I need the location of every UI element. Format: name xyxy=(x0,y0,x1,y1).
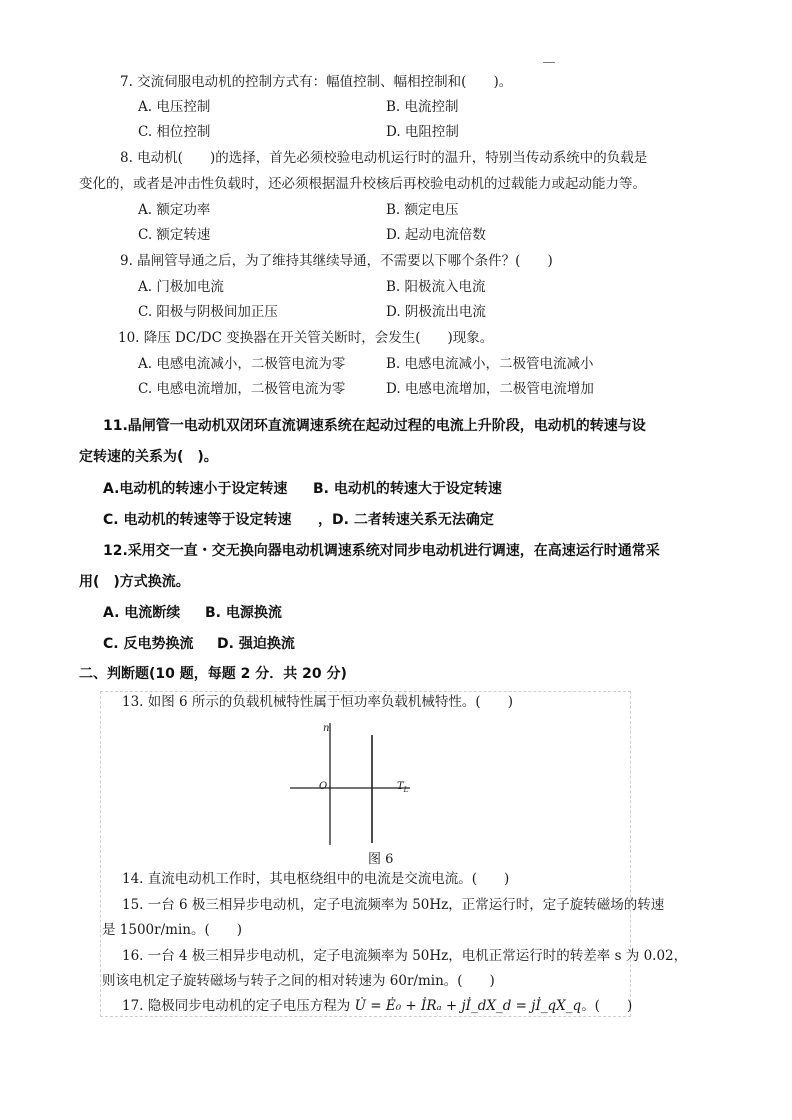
question-7-option-d: D. 电阻控制 xyxy=(386,124,459,140)
question-14-stem: 14. 直流电动机工作时，其电枢绕组中的电流是交流电流。( ) xyxy=(122,871,510,887)
question-11-stem-line2: 定转速的关系为( )。 xyxy=(79,449,218,465)
question-15-stem-line1: 15. 一台 6 极三相异步电动机，定子电流频率为 50Hz，正常运行时，定子旋转磁场的转速 xyxy=(122,897,665,913)
question-8-option-c: C. 额定转速 xyxy=(138,227,211,243)
question-12-stem-line2: 用( )方式换流。 xyxy=(79,574,190,590)
question-12-option-c: C. 反电势换流 xyxy=(103,636,194,652)
figure-6-caption: 图 6 xyxy=(368,852,394,867)
question-13-stem: 13. 如图 6 所示的负载机械特性属于恒功率负载机械特性。( ) xyxy=(122,694,513,710)
question-11-option-a: A.电动机的转速小于设定转速 xyxy=(103,481,288,497)
question-15-stem-line2: 是 1500r/min。( ) xyxy=(102,922,242,938)
question-11-option-d: ，D. 二者转速关系无法确定 xyxy=(318,512,494,528)
question-12-option-a: A. 电流断续 xyxy=(103,605,181,621)
question-12-option-d: D. 强迫换流 xyxy=(217,636,295,652)
question-12-option-b: B. 电源换流 xyxy=(205,605,282,621)
question-16-stem-line2: 则该电机定子旋转磁场与转子之间的相对转速为 60r/min。( ) xyxy=(102,973,495,989)
question-11-stem-line1: 11.晶闸管一电动机双闭环直流调速系统在起动过程的电流上升阶段，电动机的转速与设 xyxy=(103,418,646,434)
question-9-option-c: C. 阳极与阴极间加正压 xyxy=(138,304,278,320)
x-axis-label: $T_L$ xyxy=(397,781,409,794)
question-8-option-d: D. 起动电流倍数 xyxy=(386,227,486,243)
question-9-option-b: B. 阳极流入电流 xyxy=(386,279,486,295)
question-11-option-c: C. 电动机的转速等于设定转速 xyxy=(103,512,292,528)
scan-mark xyxy=(543,62,555,63)
question-10-option-d: D. 电感电流增加，二极管电流增加 xyxy=(386,381,594,397)
question-16-stem-line1: 16. 一台 4 极三相异步电动机，定子电流频率为 50Hz，电机正常运行时的转差率 s 为 0.02， xyxy=(122,948,688,964)
stator-voltage-equation: U̇ = Ė₀ + İRₐ + jİ_dX_d = jİ_qX_q xyxy=(354,998,582,1014)
question-7-option-a: A. 电压控制 xyxy=(138,99,211,115)
question-9-option-a: A. 门极加电流 xyxy=(138,279,224,295)
section-2-heading: 二、判断题(10 题，每题 2 分．共 20 分) xyxy=(79,666,347,682)
question-8-stem-line1: 8. 电动机( )的选择，首先必须校验电动机运行时的温升，特别当传动系统中的负载是 xyxy=(120,150,648,166)
question-9-stem: 9. 晶闸管导通之后，为了维持其继续导通，不需要以下哪个条件？( ) xyxy=(120,253,553,269)
question-10-option-c: C. 电感电流增加，二极管电流为零 xyxy=(138,381,346,397)
question-9-option-d: D. 阴极流出电流 xyxy=(386,304,486,320)
question-7-option-b: B. 电流控制 xyxy=(386,99,459,115)
question-7-stem: 7. 交流伺服电动机的控制方式有：幅值控制、幅相控制和( )。 xyxy=(120,74,513,90)
question-10-stem: 10. 降压 DC/DC 变换器在开关管关断时，会发生( )现象。 xyxy=(118,330,494,346)
question-8-option-b: B. 额定电压 xyxy=(386,202,459,218)
question-8-option-a: A. 额定功率 xyxy=(138,202,211,218)
x-axis-subscript: L xyxy=(403,786,409,794)
question-11-option-b: B. 电动机的转速大于设定转速 xyxy=(313,481,502,497)
y-axis-label: n xyxy=(323,723,330,734)
question-10-option-b: B. 电感电流减小，二极管电流减小 xyxy=(386,356,594,372)
question-12-stem-line1: 12.采用交一直・交无换向器电动机调速系统对同步电动机进行调速，在高速运行时通常采 xyxy=(103,543,660,559)
question-17-suffix: 。( ) xyxy=(581,998,633,1014)
question-10-option-a: A. 电感电流减小，二极管电流为零 xyxy=(138,356,346,372)
question-8-stem-line2: 变化的，或者是冲击性负载时，还必须根据温升校核后再校验电动机的过载能力或起动能力等。 xyxy=(79,176,646,192)
question-7-option-c: C. 相位控制 xyxy=(138,124,211,140)
origin-label: O xyxy=(319,781,328,792)
question-17-prefix: 17. 隐极同步电动机的定子电压方程为 xyxy=(122,998,355,1014)
question-17-stem xyxy=(122,997,632,1015)
